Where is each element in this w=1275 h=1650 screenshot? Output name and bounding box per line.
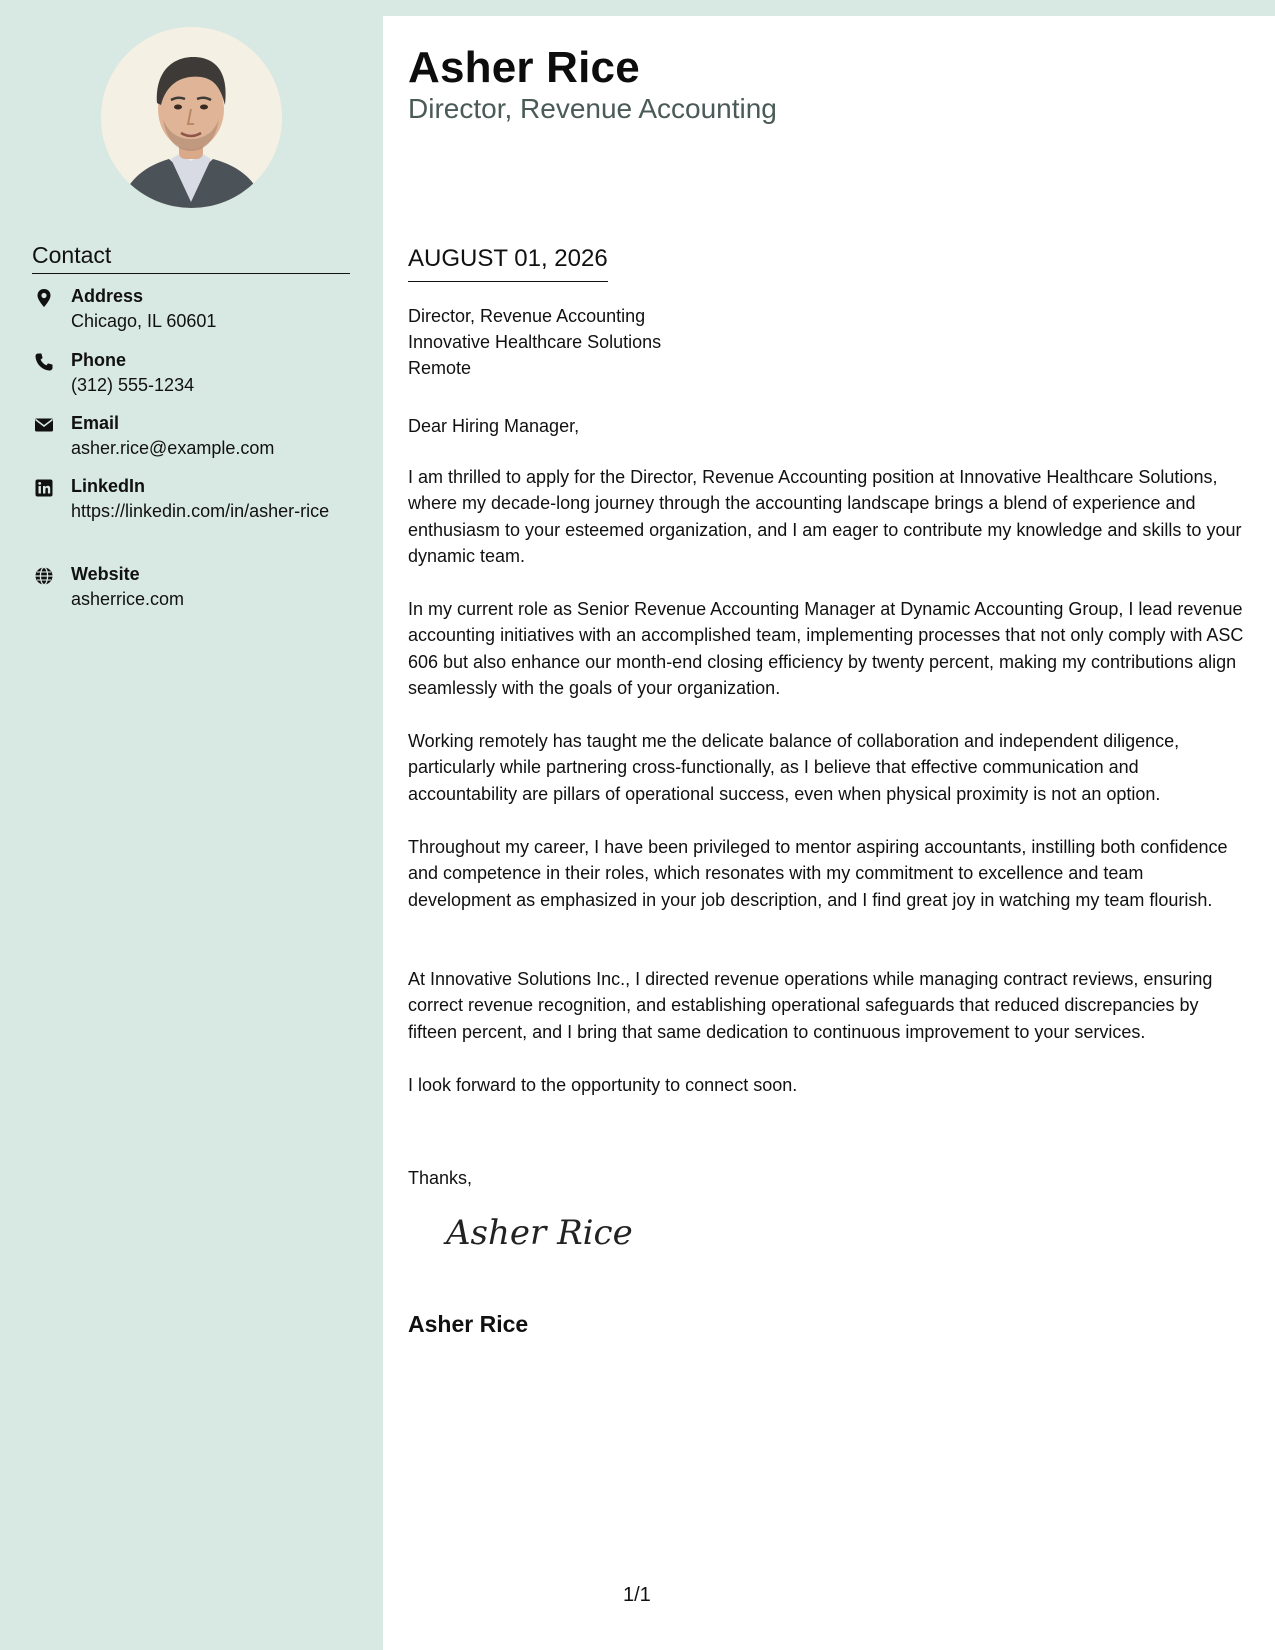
contact-label: LinkedIn <box>71 476 146 496</box>
map-pin-icon <box>34 288 54 308</box>
letter-paragraph: Working remotely has taught me the delicate balance of collaboration and independent diligence, particularly while partnering cross-functionally, as I believe that effective communication and accountability are pillars of operational success, even when physical proximity is not an option. <box>408 731 1180 804</box>
contact-label: Email <box>71 413 120 433</box>
page-number: 1/1 <box>623 1584 651 1606</box>
letter-paragraph: I look forward to the opportunity to connect soon. <box>408 1075 798 1095</box>
closing: Thanks, <box>408 1168 473 1188</box>
letter-paragraph: I am thrilled to apply for the Director, Revenue Accounting position at Innovative Healthcare Solutions, where my decade-long journey through the accounting landscape brings a blend of experience and enthusiasm to your esteemed organization, and I am eager to contribute my knowledge and skills to your dynamic team. <box>408 467 1242 567</box>
contact-value: https://linkedin.com/in/asher-rice <box>71 501 330 521</box>
letter-paragraph: Throughout my career, I have been privileged to mentor aspiring accountants, instilling both confidence and competence in their roles, which resonates with my commitment to excellence and team development as emphasized in your job description, and I find great joy in watching my team flourish. <box>408 837 1228 910</box>
signer-name: Asher Rice <box>408 1311 529 1337</box>
recipient-line: Innovative Healthcare Solutions <box>408 332 662 352</box>
contact-label: Address <box>71 286 144 306</box>
envelope-icon <box>34 415 54 435</box>
phone-icon <box>34 352 54 372</box>
recipient-line: Director, Revenue Accounting <box>408 306 646 326</box>
contact-value: asherrice.com <box>71 589 185 609</box>
letter-date: AUGUST 01, 2026 <box>408 243 608 282</box>
recipient-line: Remote <box>408 358 472 378</box>
signature: Asher Rice <box>446 1213 633 1253</box>
contact-label: Website <box>71 564 140 584</box>
sidebar <box>0 0 383 1650</box>
job-title: Director, Revenue Accounting <box>408 93 777 124</box>
recipient-block <box>408 303 661 381</box>
linkedin-icon <box>34 478 54 498</box>
globe-icon <box>34 566 54 586</box>
salutation: Dear Hiring Manager, <box>408 416 580 436</box>
contact-value: asher.rice@example.com <box>71 438 275 458</box>
contact-label: Phone <box>71 350 127 370</box>
page-title: Asher Rice <box>408 43 640 92</box>
contact-value: Chicago, IL 60601 <box>71 311 217 331</box>
letter-paragraph: At Innovative Solutions Inc., I directed revenue operations while managing contract reviews, ensuring correct revenue recognition, and establishing operational safeguards that reduced discrepancies by fifteen percent, and I bring that same dedication to continuous improvement to your services. <box>408 969 1213 1042</box>
letter-body <box>383 16 1275 1650</box>
contact-heading: Contact <box>32 240 350 274</box>
contact-value: (312) 555-1234 <box>71 375 195 395</box>
avatar <box>101 27 282 208</box>
letter-paragraph: In my current role as Senior Revenue Accounting Manager at Dynamic Accounting Group, I lead revenue accounting initiatives with an accomplished team, implementing processes that not only comply with ASC 606 but also enhance our month-end closing efficiency by twenty percent, making my contributions align seamlessly with the goals of your organization. <box>408 599 1244 699</box>
profile-photo <box>101 27 282 208</box>
